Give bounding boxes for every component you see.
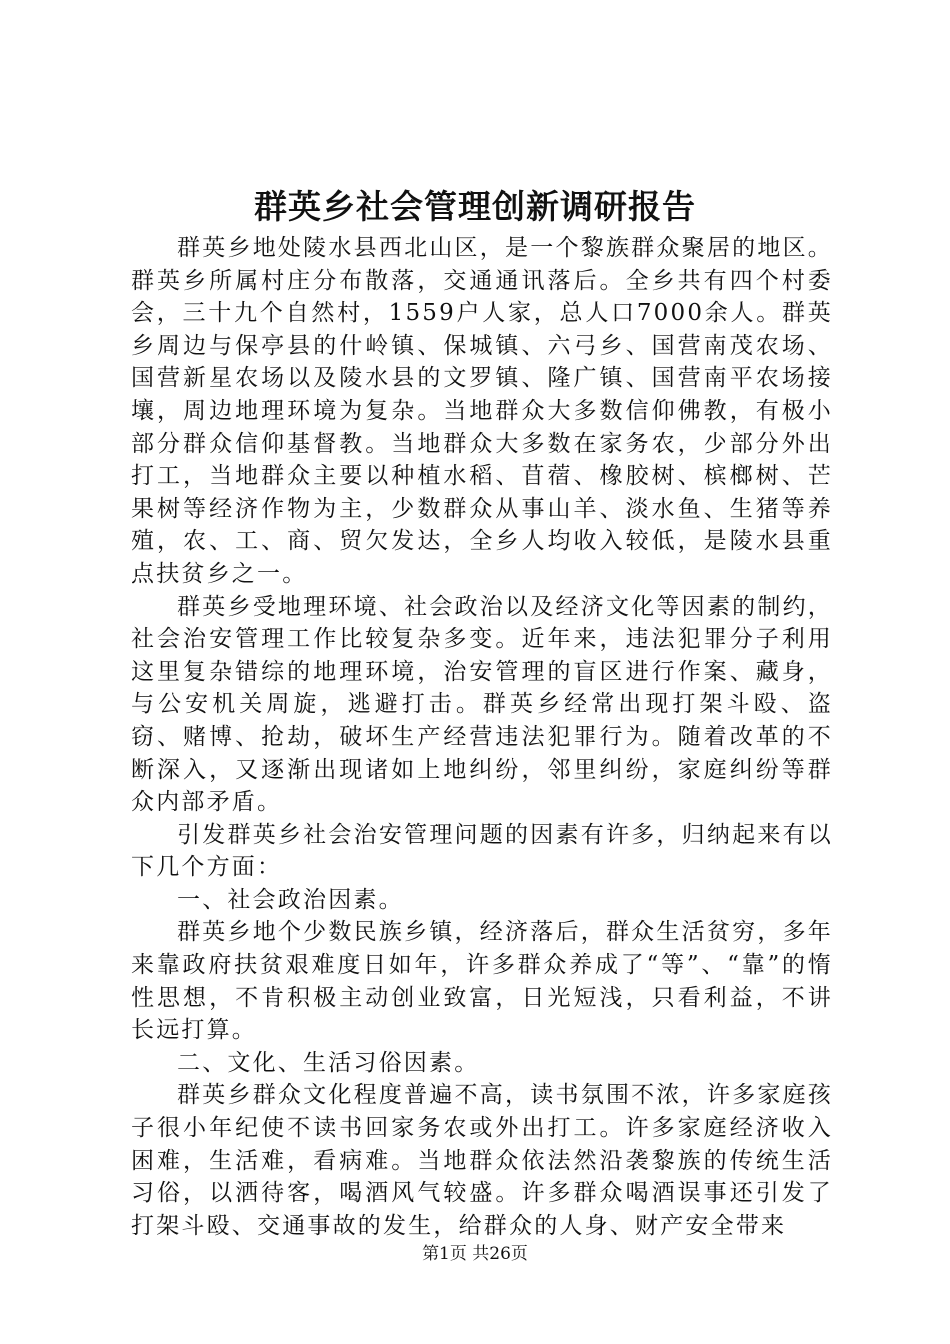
paragraph-factors-intro: 引发群英乡社会治安管理问题的因素有许多，归纳起来有以下几个方面： <box>131 821 833 881</box>
paragraph-intro: 群英乡地处陵水县西北山区，是一个黎族群众聚居的地区。群英乡所属村庄分布散落，交通通讯落后。全乡共有四个村委会，三十九个自然村，1559户人家，总人口7000余人。群英乡周边与保亭县的什岭镇、保城镇、六弓乡、国营南茂农场、国营新星农场以及陵水县的文罗镇、隆广镇、国营南平农场接壤，周边地理环境为复杂。当地群众大多数信仰佛教，有极小部分群众信仰基督教。当地群众大多数在家务农，少部分外出打工，当地群众主要以种植水稻、苜蓿、橡胶树、槟榔树、芒果树等经济作物为主，少数群众从事山羊、淡水鱼、生猪等养殖，农、工、商、贸欠发达，全乡人均收入较低，是陵水县重点扶贫乡之一。 <box>131 235 833 587</box>
section-heading-culture: 二、文化、生活习俗因素。 <box>177 1049 480 1076</box>
page-number-footer: 第1页 共26页 <box>422 1244 528 1264</box>
document-body <box>131 232 833 1242</box>
paragraph-culture: 群英乡群众文化程度普遍不高，读书氛围不浓，许多家庭孩子很小年纪使不读书回家务农或外出打工。许多家庭经济收入困难，生活难，看病难。当地群众依法然沿袭黎族的传统生活习俗，以洒待客，喝酒风气较盛。许多群众喝酒误事还引发了打架斗殴、交通事故的发生，给群众的人身、财产安全带来 <box>131 1082 833 1239</box>
section-heading-political: 一、社会政治因素。 <box>177 886 404 913</box>
paragraph-political: 群英乡地个少数民族乡镇，经济落后，群众生活贫穷，多年来靠政府扶贫艰难度日如年，许多群众养成了“等”、“靠”的惰性思想，不肯积极主动创业致富，日光短浅，只看利益，不讲长远打算。 <box>131 919 833 1044</box>
paragraph-constraints: 群英乡受地理环境、社会政治以及经济文化等因素的制约，社会治安管理工作比较复杂多变。近年来，违法犯罪分子利用这里复杂错综的地理环境，治安管理的盲区进行作案、藏身，与公安机关周旋，逃避打击。群英乡经常出现打架斗殴、盗窃、赌博、抢劫，破坏生产经营违法犯罪行为。随着改革的不断深入，又逐渐出现诸如上地纠纷，邻里纠纷，家庭纠纷等群众内部矛盾。 <box>131 593 833 816</box>
document-title: 群英乡社会管理创新调研报告 <box>254 187 696 226</box>
